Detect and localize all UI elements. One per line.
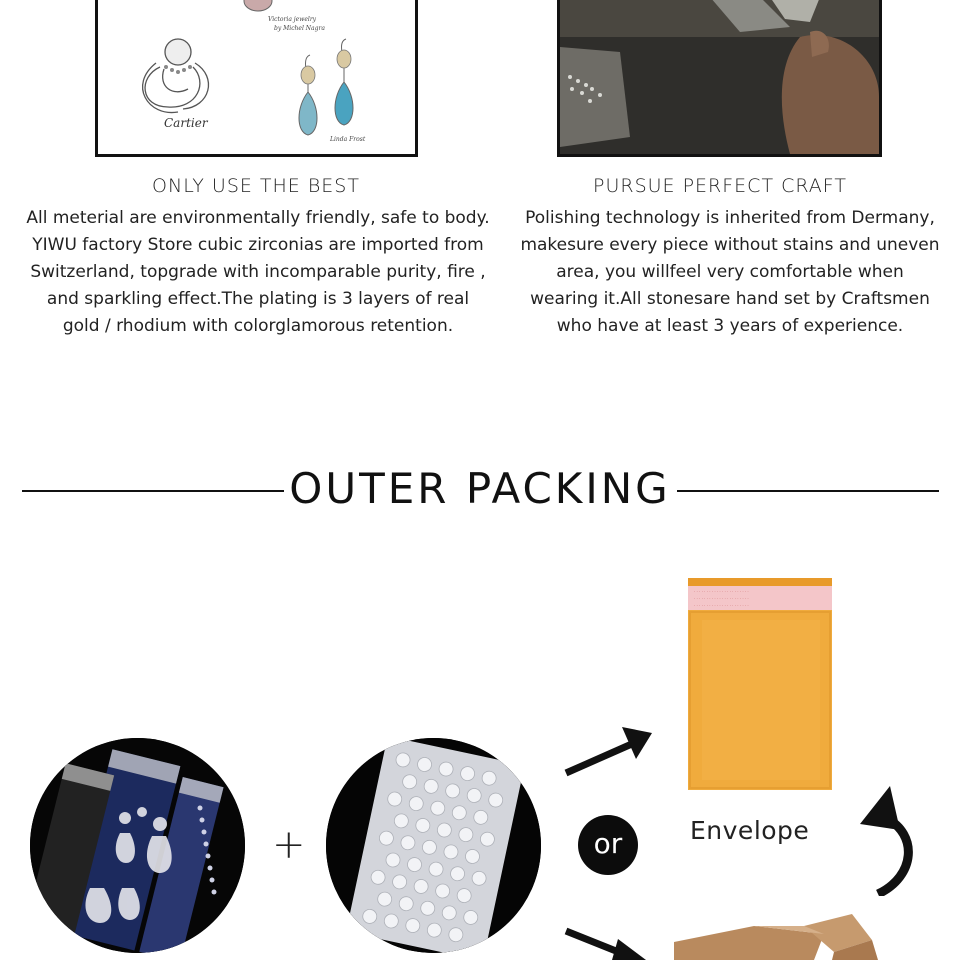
feature-body-line: who have at least 3 years of experience.: [556, 316, 904, 336]
feature-body-best: [8, 205, 508, 340]
feature-title-craft: PURSUE PERFECT CRAFT: [593, 175, 847, 197]
feature-body-line: wearing it.All stonesare hand set by Craftsmen: [530, 289, 930, 309]
svg-text:· · · · · · · · · · · · · · ·: · · · · · · · · · · · · · · · · · · · · · ·: [694, 603, 749, 608]
svg-text:· · · · · · · · · · · · · · ·: · · · · · · · · · · · · · · · · · · · · · ·: [694, 596, 749, 601]
feature-body-line: gold / rhodium with colorglamorous retention.: [62, 316, 454, 336]
craftsman-photo: [557, 0, 882, 157]
jewelry-sketch-illustration: [98, 0, 415, 154]
arrow-up-right-icon: [560, 725, 660, 785]
jewelry-bags-illustration: [30, 738, 245, 953]
plus-symbol: +: [272, 822, 306, 868]
arrow-down-right-icon: [560, 925, 660, 960]
feature-body-line: area, you willfeel very comfortable when: [556, 262, 904, 282]
svg-text:· · · · · · · · · · · · · · ·: · · · · · · · · · · · · · · · · · · · · · ·: [694, 589, 749, 594]
bubble-wrap-photo: [326, 738, 541, 953]
curved-arrow-icon: [856, 784, 922, 896]
svg-text:Linda Frost: Linda Frost: [330, 136, 366, 143]
feature-body-line: YIWU factory Store cubic zirconias are imported from: [32, 235, 484, 255]
kraft-envelope-illustration: [688, 578, 832, 790]
feature-body-line: Polishing technology is inherited from Dermany,: [525, 208, 935, 228]
kraft-envelope-photo: [688, 578, 832, 790]
feature-body-line: Switzerland, topgrade with incomparable purity, fire ,: [30, 262, 486, 282]
feature-body-line: makesure every piece without stains and uneven: [520, 235, 940, 255]
cardboard-box-illustration: [664, 912, 894, 960]
feature-body-craft: [508, 205, 952, 340]
feature-body-line: All meterial are environmentally friendly, safe to body.: [26, 208, 490, 228]
jewelry-bags-photo: [30, 738, 245, 953]
bubble-wrap-illustration: [326, 738, 541, 953]
heading-rule-right: [677, 490, 939, 492]
craftsman-hand-illustration: [560, 0, 879, 154]
feature-body-line: and sparkling effect.The plating is 3 layers of real: [46, 289, 470, 309]
cartier-caption: Cartier: [164, 116, 208, 130]
envelope-label: Envelope: [690, 816, 810, 845]
jewelry-sketch-image: [95, 0, 418, 157]
or-badge: or: [578, 815, 638, 875]
outer-packing-heading: OUTER PACKING: [289, 464, 671, 513]
svg-text:by Michel Nagra: by Michel Nagra: [274, 25, 325, 32]
feature-title-best: ONLY USE THE BEST: [152, 175, 360, 197]
svg-text:Victoria jewelry: Victoria jewelry: [268, 16, 317, 23]
